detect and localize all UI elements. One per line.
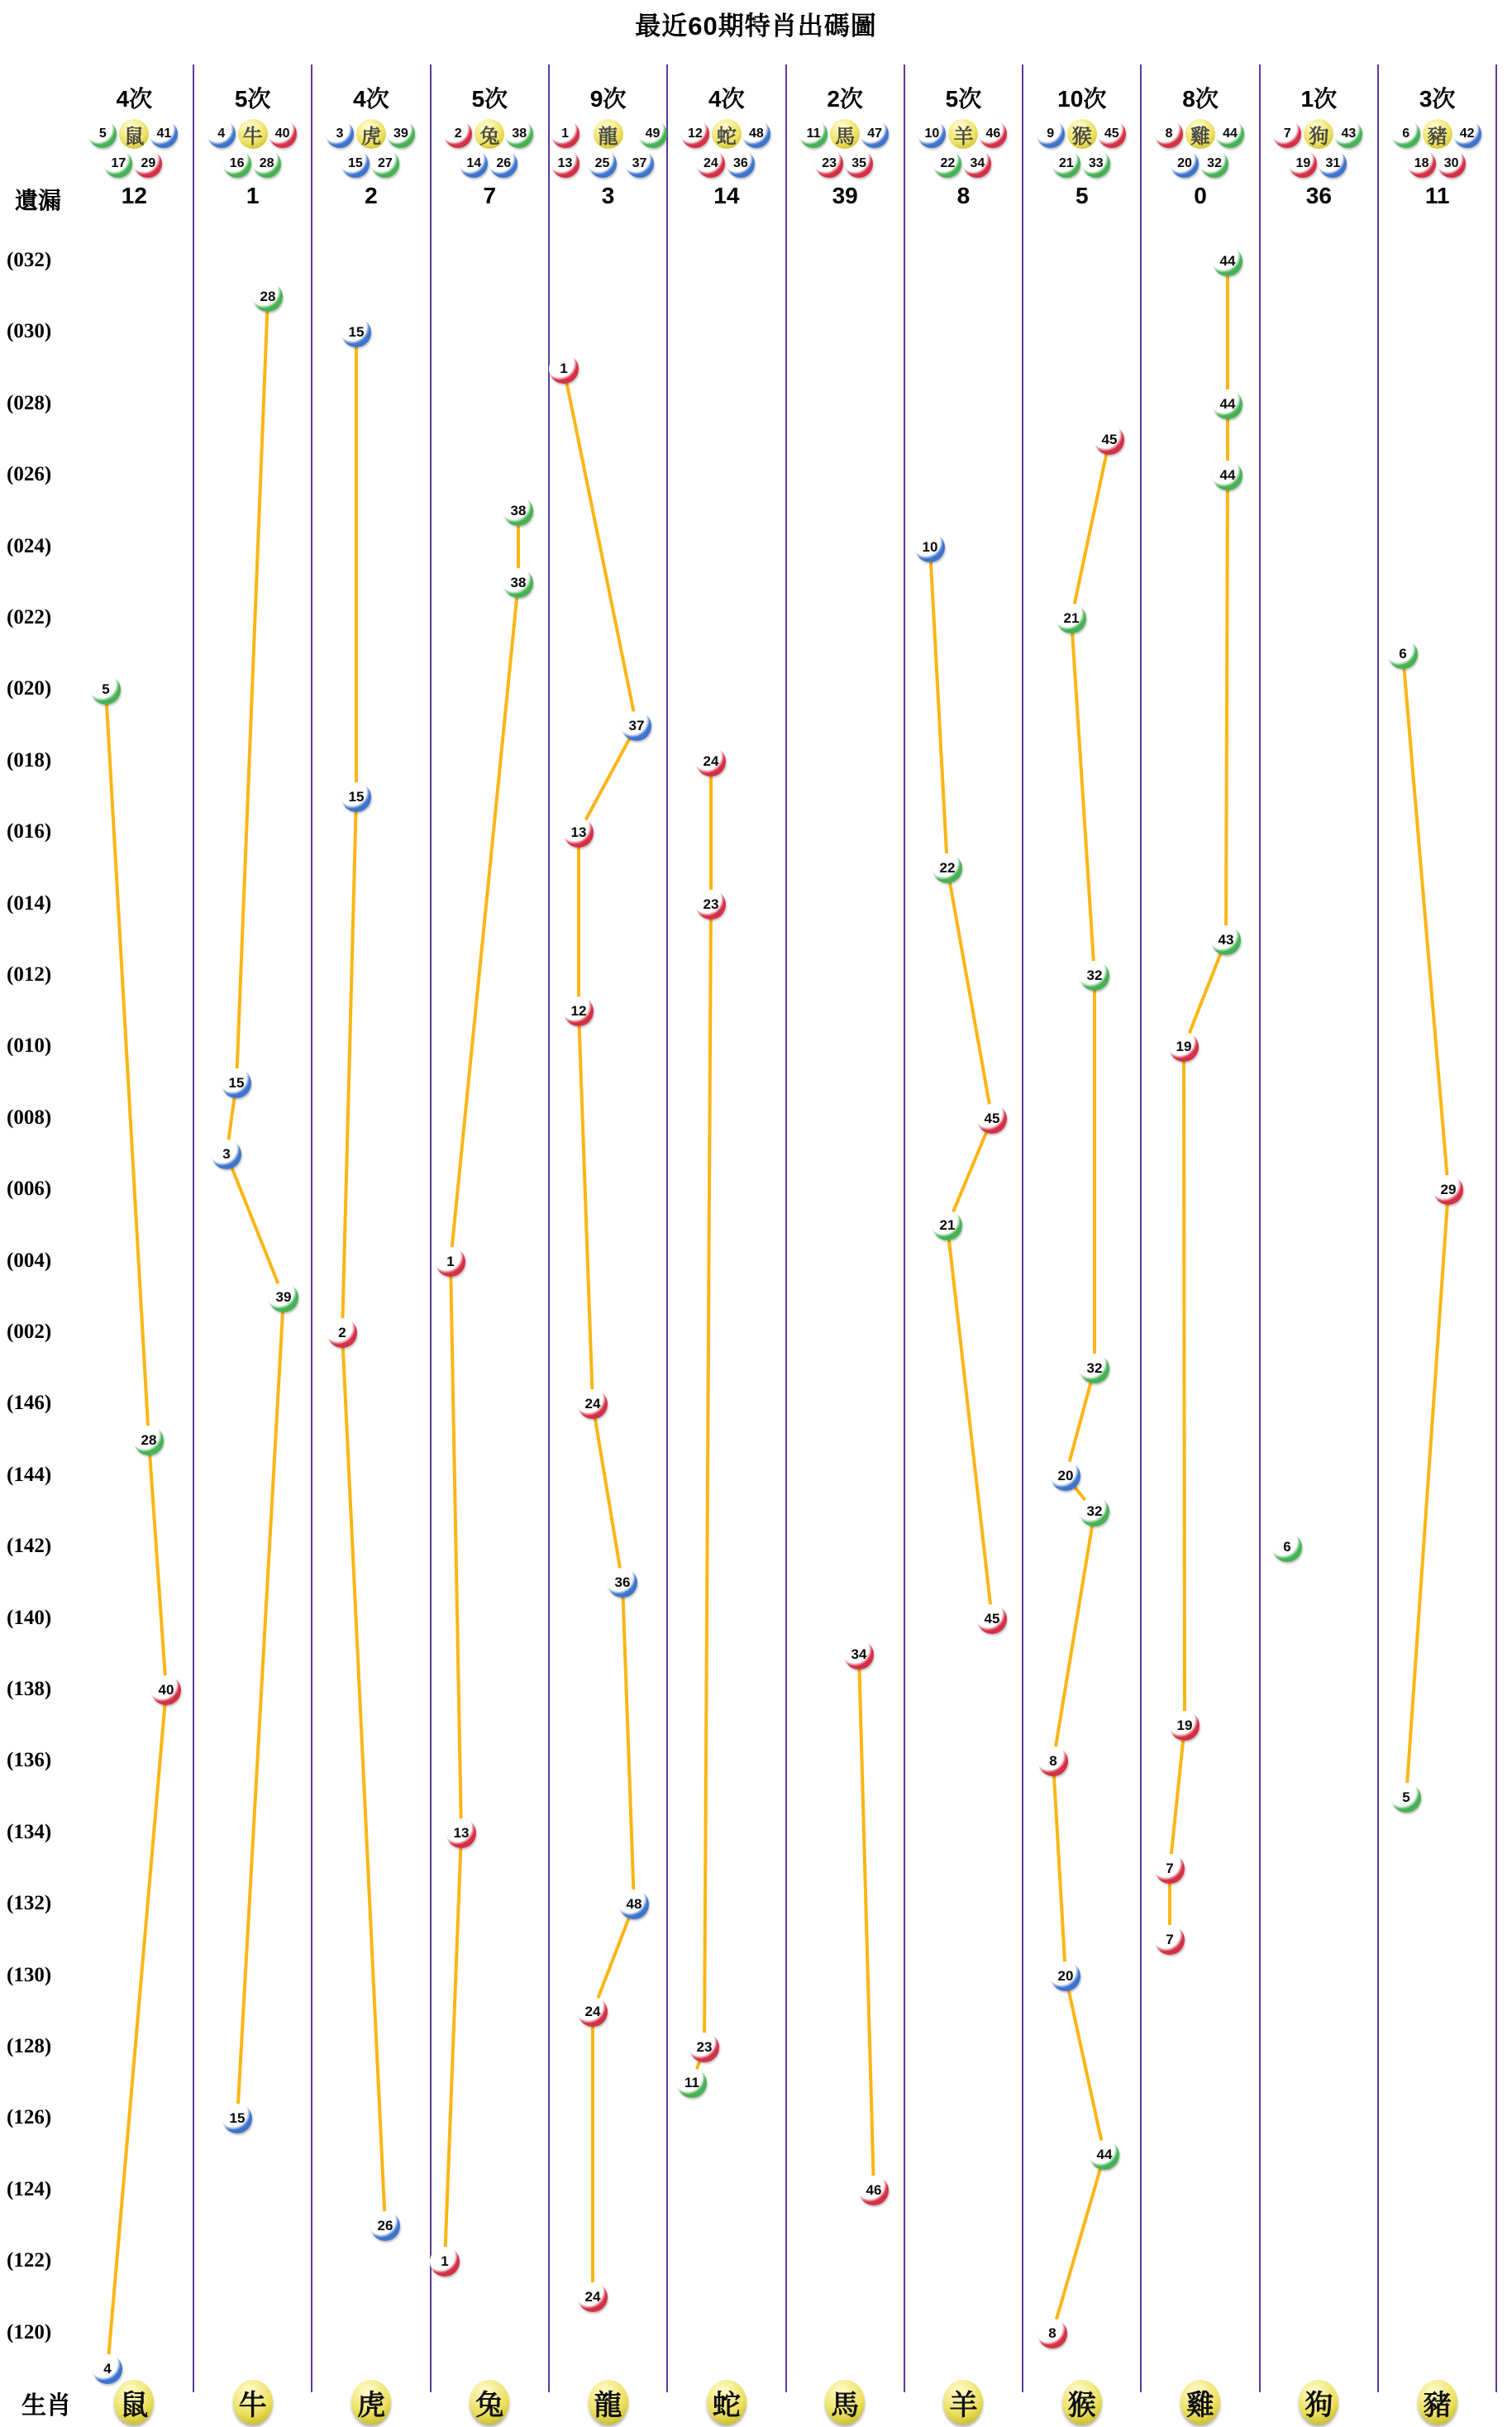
column-count-label: 9次: [589, 86, 627, 112]
header-zodiac-ball: 龍: [594, 119, 623, 149]
number-ball: 15: [222, 1068, 251, 1098]
header-number-ball: 6: [1392, 120, 1420, 148]
number-ball: 15: [222, 2104, 252, 2133]
column-count-label: 3次: [1419, 86, 1456, 112]
number-ball: 4: [93, 2354, 122, 2384]
number-ball: 38: [503, 568, 533, 598]
header-number-ball: 17: [104, 150, 132, 178]
header-number-ball: 21: [1052, 150, 1080, 178]
missing-value: 5: [1075, 183, 1089, 208]
number-ball: 24: [578, 1997, 608, 2027]
header-number-ball: 35: [845, 150, 873, 178]
column-count-label: 4次: [116, 86, 153, 112]
header-number-ball: 12: [681, 120, 709, 148]
number-ball: 43: [1211, 925, 1241, 955]
number-ball: 26: [370, 2211, 400, 2241]
header-number-ball: 42: [1453, 120, 1481, 148]
number-ball: 45: [1095, 425, 1124, 455]
header-zodiac-ball: 兔: [475, 119, 504, 149]
header-number-ball: 34: [963, 150, 991, 178]
header-number-ball: 15: [341, 150, 370, 178]
header-number-ball: 26: [489, 150, 518, 178]
period-label: (130): [7, 1963, 52, 1986]
number-ball: 20: [1051, 1961, 1080, 1991]
number-ball: 24: [696, 747, 726, 776]
number-ball: 7: [1155, 1925, 1185, 1955]
number-ball: 34: [844, 1640, 874, 1670]
header-number-ball: 27: [371, 150, 399, 178]
period-label: (140): [7, 1606, 52, 1629]
trajectory-line: [106, 690, 166, 2368]
header-number-ball: 43: [1334, 120, 1362, 148]
missing-value: 36: [1305, 183, 1332, 208]
number-ball: 23: [696, 890, 726, 920]
number-ball: 6: [1388, 639, 1418, 669]
header-number-ball: 48: [742, 120, 770, 148]
missing-value: 3: [601, 183, 615, 208]
header-zodiac-ball: 雞: [1185, 119, 1215, 149]
missing-value: 7: [483, 183, 497, 208]
header-zodiac-ball: 鼠: [119, 119, 149, 149]
number-ball: 32: [1080, 1497, 1109, 1526]
number-ball: 48: [619, 1890, 649, 1919]
period-label: (146): [7, 1392, 52, 1415]
number-ball: 3: [212, 1139, 241, 1169]
column-count-label: 5次: [234, 86, 271, 112]
header-zodiac-ball: 狗: [1304, 119, 1333, 149]
zodiac-row-label: 生肖: [21, 2392, 71, 2420]
missing-value: 1: [246, 183, 260, 208]
header-number-ball: 37: [626, 150, 654, 178]
number-ball: 32: [1080, 961, 1109, 991]
period-label: (016): [7, 820, 52, 843]
number-ball: 13: [446, 1818, 476, 1848]
number-ball: 2: [327, 1318, 357, 1348]
number-ball: 46: [859, 2176, 889, 2205]
header-zodiac-ball: 牛: [238, 119, 268, 149]
header-number-ball: 47: [861, 120, 889, 148]
header-number-ball: 38: [505, 120, 533, 148]
column-count-label: 5次: [471, 86, 508, 112]
footer-zodiac-ball: 馬: [825, 2380, 865, 2425]
missing-value: 12: [121, 183, 147, 208]
header-number-ball: 31: [1319, 150, 1347, 178]
number-ball: 5: [91, 675, 121, 705]
period-label: (122): [7, 2249, 52, 2272]
missing-value: 11: [1424, 183, 1450, 208]
header-number-ball: 18: [1408, 150, 1436, 178]
number-ball: 24: [578, 2282, 608, 2312]
missing-value: 39: [832, 183, 858, 208]
period-label: (010): [7, 1034, 52, 1058]
trajectory-line: [1170, 261, 1228, 1940]
period-label: (128): [7, 2035, 52, 2057]
number-ball: 19: [1170, 1711, 1200, 1741]
period-label: (006): [7, 1178, 52, 1201]
header-number-ball: 36: [727, 150, 755, 178]
header-number-ball: 22: [933, 150, 961, 178]
period-label: (132): [7, 1892, 52, 1915]
header-number-ball: 23: [815, 150, 843, 178]
trajectory-line: [692, 762, 711, 2083]
number-ball: 8: [1038, 1746, 1068, 1776]
number-ball: 44: [1213, 389, 1243, 419]
header-number-ball: 24: [697, 150, 725, 178]
number-ball: 28: [253, 282, 283, 312]
trajectory-line: [1403, 654, 1448, 1797]
column-count-label: 4次: [353, 86, 389, 112]
period-label: (126): [7, 2106, 52, 2129]
header-number-ball: 1: [551, 120, 580, 148]
period-label: (028): [7, 391, 52, 414]
header-number-ball: 5: [88, 120, 117, 148]
number-ball: 23: [689, 2033, 719, 2062]
header-zodiac-ball: 虎: [356, 119, 386, 149]
footer-zodiac-ball: 雞: [1181, 2380, 1220, 2425]
period-label: (136): [7, 1749, 52, 1772]
number-ball: 38: [503, 496, 533, 526]
column-count-label: 8次: [1182, 86, 1219, 112]
footer-zodiac-ball: 豬: [1418, 2380, 1457, 2425]
period-label: (020): [7, 677, 52, 700]
period-label: (142): [7, 1535, 52, 1558]
number-ball: 29: [1433, 1175, 1463, 1205]
number-ball: 44: [1213, 461, 1243, 490]
number-ball: 39: [269, 1283, 298, 1312]
number-ball: 40: [151, 1675, 181, 1705]
header-number-ball: 9: [1037, 120, 1065, 148]
column-count-label: 2次: [827, 86, 863, 112]
header-zodiac-ball: 豬: [1423, 119, 1452, 149]
header-number-ball: 16: [223, 150, 251, 178]
number-ball: 21: [932, 1211, 962, 1240]
period-label: (024): [7, 534, 52, 557]
number-ball: 20: [1051, 1461, 1080, 1491]
period-label: (002): [7, 1321, 52, 1343]
header-number-ball: 19: [1289, 150, 1317, 178]
number-ball: 1: [436, 1247, 465, 1277]
header-number-ball: 41: [150, 120, 178, 148]
header-number-ball: 49: [639, 120, 667, 148]
period-label: (138): [7, 1678, 52, 1700]
header-zodiac-ball: 猴: [1067, 119, 1097, 149]
number-ball: 15: [341, 318, 371, 347]
period-label: (030): [7, 320, 52, 343]
header-number-ball: 3: [326, 120, 354, 148]
number-ball: 13: [564, 818, 594, 848]
trajectory-line: [445, 511, 518, 2262]
header-number-ball: 7: [1273, 120, 1301, 148]
period-label: (004): [7, 1249, 52, 1272]
period-label: (012): [7, 963, 52, 986]
header-number-ball: 45: [1098, 120, 1126, 148]
number-ball: 45: [977, 1104, 1007, 1134]
column-count-label: 4次: [708, 86, 745, 112]
period-label: (008): [7, 1106, 52, 1129]
header-number-ball: 39: [387, 120, 415, 148]
header-number-ball: 8: [1155, 120, 1183, 148]
header-number-ball: 11: [799, 120, 828, 148]
number-ball: 44: [1213, 246, 1243, 276]
number-ball: 11: [677, 2068, 707, 2098]
number-ball: 1: [549, 354, 579, 384]
trajectory-line: [1052, 440, 1109, 2334]
number-ball: 22: [932, 853, 962, 883]
number-ball: 10: [915, 533, 945, 562]
period-label: (014): [7, 891, 52, 915]
header-number-ball: 28: [253, 150, 281, 178]
header-number-ball: 10: [918, 120, 946, 148]
trajectory-line: [859, 1655, 874, 2191]
number-ball: 21: [1056, 604, 1086, 633]
number-ball: 12: [564, 996, 594, 1026]
number-ball: 36: [608, 1568, 637, 1598]
number-ball: 19: [1169, 1032, 1199, 1062]
header-number-ball: 29: [134, 150, 162, 178]
number-ball: 1: [430, 2247, 460, 2277]
column-count-label: 5次: [945, 86, 982, 112]
footer-zodiac-ball: 虎: [351, 2380, 391, 2425]
header-number-ball: 40: [269, 120, 297, 148]
number-ball: 24: [578, 1389, 608, 1419]
number-ball: 8: [1037, 2319, 1067, 2348]
trajectory-line: [342, 332, 385, 2226]
footer-zodiac-ball: 兔: [470, 2380, 509, 2425]
footer-zodiac-ball: 牛: [233, 2380, 273, 2425]
number-ball: 28: [134, 1426, 164, 1455]
header-zodiac-ball: 羊: [948, 119, 978, 149]
period-label: (018): [7, 748, 52, 772]
number-ball: 32: [1080, 1354, 1109, 1383]
header-number-ball: 30: [1438, 150, 1466, 178]
header-number-ball: 20: [1171, 150, 1199, 178]
footer-zodiac-ball: 狗: [1299, 2380, 1338, 2425]
number-ball: 5: [1391, 1783, 1421, 1813]
period-label: (026): [7, 463, 52, 486]
period-label: (134): [7, 1820, 52, 1843]
missing-value: 0: [1194, 183, 1207, 208]
missing-value: 8: [956, 183, 971, 208]
number-ball: 45: [977, 1604, 1007, 1634]
footer-zodiac-ball: 龍: [589, 2380, 628, 2425]
period-label: (120): [7, 2320, 52, 2343]
period-label: (032): [7, 249, 52, 271]
header-number-ball: 13: [551, 150, 580, 178]
header-number-ball: 4: [207, 120, 236, 148]
header-number-ball: 14: [460, 150, 488, 178]
number-ball: 44: [1090, 2140, 1119, 2170]
number-ball: 15: [341, 782, 371, 812]
header-number-ball: 25: [589, 150, 617, 178]
column-count-label: 1次: [1300, 86, 1338, 112]
column-count-label: 10次: [1057, 86, 1107, 112]
footer-zodiac-ball: 羊: [943, 2380, 983, 2425]
header-number-ball: 46: [979, 120, 1007, 148]
header-zodiac-ball: 蛇: [712, 119, 742, 149]
period-label: (144): [7, 1463, 52, 1486]
footer-zodiac-ball: 鼠: [114, 2380, 154, 2425]
missing-value: 2: [365, 183, 378, 208]
number-ball: 7: [1155, 1854, 1185, 1884]
chart-title: 最近60期特肖出碼圖: [635, 12, 877, 41]
trajectory-line: [227, 297, 284, 2119]
missing-value: 14: [713, 183, 740, 208]
number-ball: 6: [1272, 1532, 1302, 1562]
header-number-ball: 32: [1200, 150, 1228, 178]
footer-zodiac-ball: 蛇: [707, 2380, 746, 2425]
trajectory-line: [930, 547, 992, 1619]
number-ball: 37: [622, 711, 651, 741]
period-label: (022): [7, 606, 52, 628]
header-number-ball: 2: [444, 120, 472, 148]
header-number-ball: 33: [1082, 150, 1110, 178]
missing-row-label: 遺漏: [15, 188, 62, 213]
header-number-ball: 44: [1216, 120, 1244, 148]
footer-zodiac-ball: 猴: [1062, 2380, 1102, 2425]
header-zodiac-ball: 馬: [830, 119, 860, 149]
period-label: (124): [7, 2177, 52, 2200]
